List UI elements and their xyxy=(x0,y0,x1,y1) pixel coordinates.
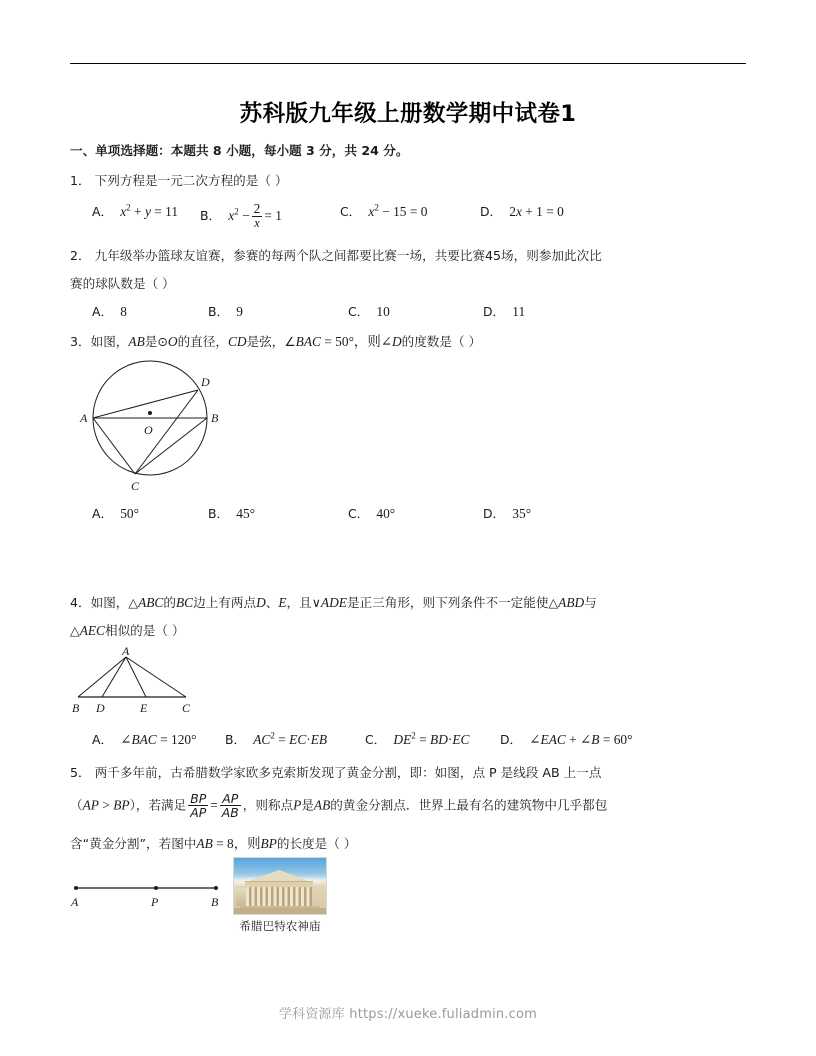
option-3-C[interactable]: C． 40° xyxy=(348,506,396,521)
photo-ground xyxy=(234,908,326,914)
question-3-stem: 3．如图，AB是⊙O的直径，CD是弦，∠BAC = 50°，则∠D的度数是（ ） xyxy=(70,334,482,349)
svg-text:C: C xyxy=(182,701,191,715)
question-3-circle-figure xyxy=(72,352,232,502)
parthenon-photo xyxy=(233,857,327,915)
option-1-B[interactable]: B． $x^2$ − $\frac{2}{x}$ = 1 xyxy=(200,201,282,231)
question-1-stem: 1． 下列方程是一元二次方程的是（ ） xyxy=(70,173,288,188)
option-2-D[interactable]: D． 11 xyxy=(483,304,526,319)
question-3-options xyxy=(70,502,770,526)
option-2-B[interactable]: B． 9 xyxy=(208,304,243,319)
question-1-options xyxy=(70,200,770,231)
question-5-stem-line1: 5． 两千多年前，古希腊数学家欧多克索斯发现了黄金分割，即：如图，点 P 是线段 AB 上一点 xyxy=(70,765,602,780)
svg-text:D: D xyxy=(96,701,105,715)
question-5-segment-figure xyxy=(68,876,228,914)
option-3-A[interactable]: A． 50° xyxy=(92,506,139,521)
svg-text:B: B xyxy=(211,411,219,425)
option-2-C[interactable]: C． 10 xyxy=(348,304,390,319)
question-4-stem-line1: 4．如图，△ABC的BC边上有两点D、E，且∨ADE是正三角形，则下列条件不一定能使△ABD与 xyxy=(70,595,597,610)
option-2-A[interactable]: A． 8 xyxy=(92,304,127,319)
svg-text:O: O xyxy=(144,423,153,437)
parthenon-caption: 希腊巴特农神庙 xyxy=(239,919,321,933)
question-4-triangle-figure xyxy=(68,645,218,717)
question-4-options xyxy=(70,728,770,752)
option-4-A[interactable]: A． ∠BAC = 120° xyxy=(92,732,197,747)
svg-text:A: A xyxy=(80,411,88,425)
photo-temple-columns xyxy=(246,887,312,907)
option-4-B[interactable]: B． $AC^2 = EC\cdot EB$ xyxy=(225,730,328,747)
option-3-B[interactable]: B． 45° xyxy=(208,506,256,521)
question-4-stem-line2: △AEC相似的是（ ） xyxy=(70,623,185,638)
svg-text:E: E xyxy=(140,701,148,715)
option-1-A[interactable]: A． $x^2 + y = 11$ xyxy=(92,202,179,219)
question-5-stem-line2: （AP > BP），若满足 $\frac{BP}{AP}$ = $\frac{AP}{AB}$ ，则称点P是AB的黄金分割点．世界上最有名的建筑物中几乎都包 xyxy=(70,791,608,821)
footer-watermark: 学科资源库 https://xueke.fuliadmin.com xyxy=(278,1007,538,1022)
question-2-stem-line1: 2． 九年级举办篮球友谊赛，参赛的每两个队之间都要比赛一场，共要比赛45场，则参加此次比 xyxy=(70,248,602,263)
svg-text:B: B xyxy=(72,701,80,715)
svg-text:A: A xyxy=(122,645,130,658)
question-2-stem-line2: 赛的球队数是（ ） xyxy=(70,276,175,291)
option-3-D[interactable]: D． 35° xyxy=(483,506,532,521)
option-4-C[interactable]: C． $DE^2 = BD\cdot EC$ xyxy=(365,730,470,747)
section-heading: 一、单项选择题：本题共 8 小题，每小题 3 分，共 24 分。 xyxy=(70,143,409,158)
option-1-D[interactable]: D． 2x + 1 = 0 xyxy=(480,204,564,219)
question-5-stem-line3: 含“黄金分割”，若图中AB = 8，则BP的长度是（ ） xyxy=(70,836,357,851)
svg-text:A: A xyxy=(71,895,79,909)
svg-text:P: P xyxy=(151,895,159,909)
option-4-D[interactable]: D． ∠EAC + ∠B = 60° xyxy=(500,732,633,747)
svg-text:B: B xyxy=(211,895,219,909)
page-title: 苏科版九年级上册数学期中试卷1 xyxy=(239,101,577,127)
option-1-C[interactable]: C． $x^2 - 15 = 0$ xyxy=(340,202,428,219)
question-2-options xyxy=(70,300,770,324)
svg-text:D: D xyxy=(201,375,210,389)
header-rule xyxy=(70,63,746,64)
svg-text:C: C xyxy=(131,479,140,493)
